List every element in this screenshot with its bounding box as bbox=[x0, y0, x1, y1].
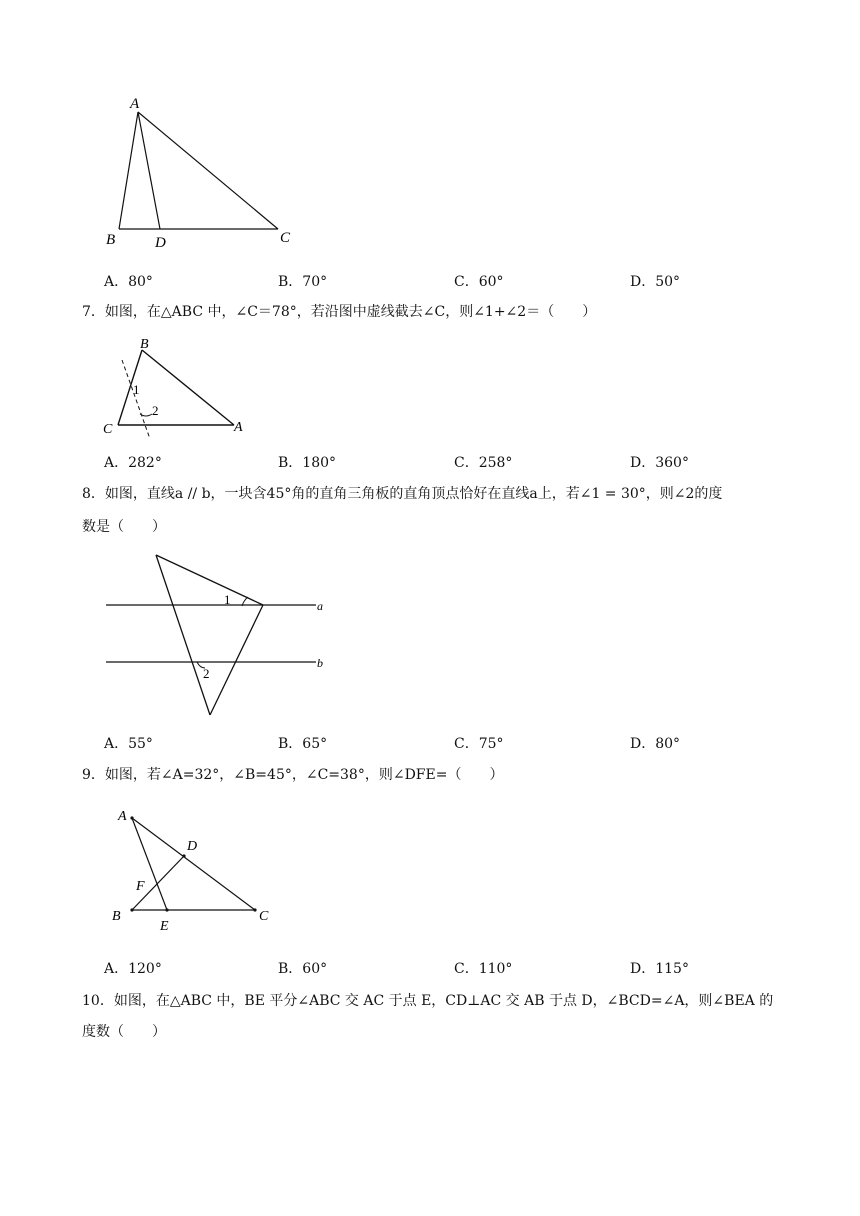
figure-q7 bbox=[100, 332, 260, 442]
vertex-label-a: A bbox=[118, 809, 127, 824]
q8-option-c: C．75° bbox=[454, 736, 504, 752]
vertex-label-b: B bbox=[112, 909, 121, 924]
line-label-b: b bbox=[317, 656, 323, 670]
q9-option-c: C．110° bbox=[454, 961, 513, 977]
vertex-label-b: B bbox=[140, 337, 149, 352]
q6-option-b: B．70° bbox=[278, 274, 328, 290]
q9-option-b: B．60° bbox=[278, 961, 328, 977]
figure-q6 bbox=[100, 92, 310, 252]
vertex-label-c: C bbox=[259, 909, 269, 924]
q6-option-a: A．80° bbox=[104, 274, 153, 290]
q7-option-c: C．258° bbox=[454, 455, 513, 471]
vertex-label-c: C bbox=[103, 422, 113, 437]
point-label-e: E bbox=[160, 919, 169, 934]
q7-option-d: D．360° bbox=[630, 455, 689, 471]
figure-q8 bbox=[100, 550, 340, 720]
q9-stem: 9．如图，若∠A=32°，∠B=45°，∠C=38°，则∠DFE=（ ） bbox=[82, 767, 504, 783]
angle-label-2: 2 bbox=[152, 403, 159, 418]
q9-option-a: A．120° bbox=[104, 961, 162, 977]
figure-q9 bbox=[100, 800, 290, 940]
q8-stem-line1: 8．如图，直线a // b，一块含45°角的直角三角板的直角顶点恰好在直线a上，若∠1 = 30°，则∠2的度 bbox=[82, 486, 723, 502]
q6-option-d: D．50° bbox=[630, 274, 681, 290]
angle-label-1: 1 bbox=[224, 592, 231, 607]
q7-option-b: B．180° bbox=[278, 455, 337, 471]
q8-option-b: B．65° bbox=[278, 736, 328, 752]
q8-option-d: D．80° bbox=[630, 736, 681, 752]
q7-option-a: A．282° bbox=[104, 455, 162, 471]
vertex-label-d: D bbox=[187, 839, 198, 854]
q7-stem: 7．如图，在△ABC 中，∠C＝78°，若沿图中虚线截去∠C，则∠1+∠2＝（ ） bbox=[82, 304, 597, 320]
q10-stem-line1: 10．如图，在△ABC 中，BE 平分∠ABC 交 AC 于点 E，CD⊥AC 交 AB 于点 D，∠BCD=∠A，则∠BEA 的 bbox=[82, 993, 774, 1009]
q6-option-c: C．60° bbox=[454, 274, 504, 290]
angle-label-1: 1 bbox=[133, 382, 140, 397]
vertex-label-a: A bbox=[130, 96, 140, 112]
line-label-a: a bbox=[317, 599, 323, 613]
q8-option-a: A．55° bbox=[104, 736, 153, 752]
angle-label-2: 2 bbox=[203, 666, 210, 681]
q10-stem-line2: 度数（ ） bbox=[82, 1024, 166, 1040]
point-label-f: F bbox=[136, 879, 145, 894]
vertex-label-a: A bbox=[234, 420, 243, 435]
q9-option-d: D．115° bbox=[630, 961, 689, 977]
vertex-label-b: B bbox=[106, 232, 116, 248]
q8-stem-line2: 数是（ ） bbox=[82, 519, 166, 535]
vertex-label-c: C bbox=[280, 230, 291, 246]
vertex-label-d: D bbox=[155, 235, 166, 251]
